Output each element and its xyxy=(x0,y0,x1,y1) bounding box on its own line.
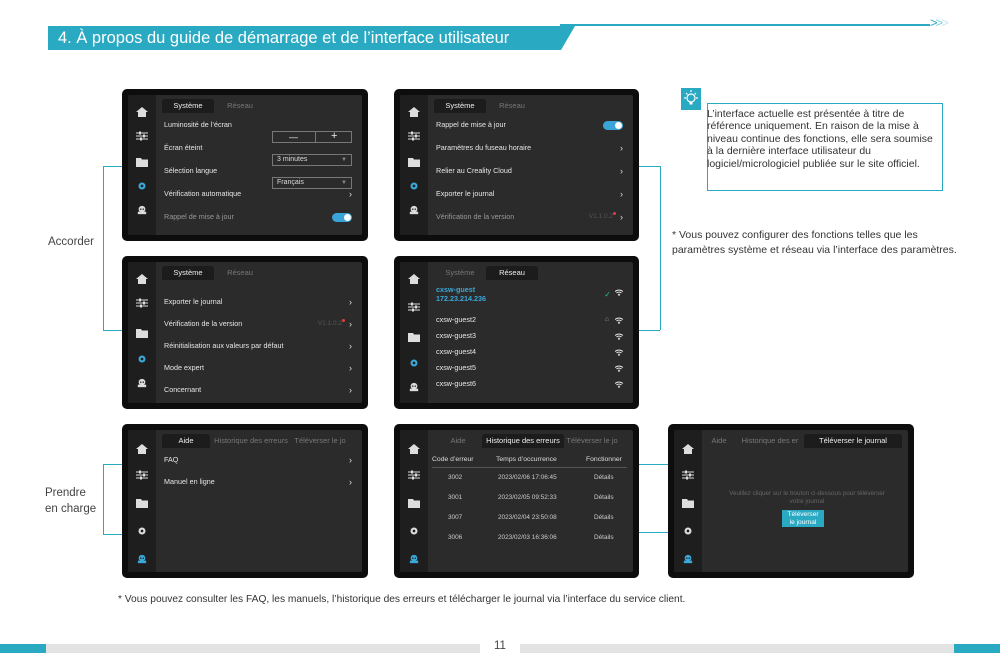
chevron-right-icon: › xyxy=(620,212,623,222)
robot-support-icon[interactable] xyxy=(408,205,420,215)
setting-expert-mode[interactable]: Mode expert › xyxy=(164,363,352,373)
folder-icon[interactable] xyxy=(136,157,148,167)
connector-line xyxy=(103,464,122,465)
footer-bar xyxy=(954,644,1000,653)
setting-timezone[interactable]: Paramètres du fuseau horaire › xyxy=(436,143,623,153)
dropdown-arrow-icon: ▼ xyxy=(341,180,347,186)
sidebar xyxy=(128,430,156,572)
chevron-right-icon: › xyxy=(620,166,623,176)
setting-update-reminder: Rappel de mise à jour xyxy=(436,119,623,131)
sliders-icon[interactable] xyxy=(682,470,694,480)
tip-text: L’interface actuelle est présentée à titre de référence uniquement. En raison de la mise à niveau continue des fonctions, elle sera soumise à la dernière interface utilisateur du logiciel/micrologiciel publiée sur le site officiel. xyxy=(707,108,933,170)
label-support-1: Prendre xyxy=(45,487,86,499)
sliders-icon[interactable] xyxy=(408,302,420,312)
screen-error-history xyxy=(394,424,639,578)
gear-icon[interactable] xyxy=(136,181,148,191)
tab-network[interactable]: Réseau xyxy=(227,101,253,110)
chevron-right-icon: › xyxy=(349,297,352,307)
sidebar xyxy=(400,430,428,572)
setting-export-log[interactable]: Exporter le journal › xyxy=(164,297,352,307)
help-faq[interactable]: FAQ › xyxy=(164,455,352,465)
setting-language: Sélection langue Français ▼ xyxy=(164,165,352,177)
error-time: 2023/02/04 23:50:08 xyxy=(498,514,557,521)
language-select[interactable]: Français ▼ xyxy=(272,177,352,189)
error-time: 2023/02/03 16:36:06 xyxy=(498,534,557,541)
error-code: 3001 xyxy=(448,494,463,501)
home-icon[interactable] xyxy=(136,444,148,454)
footer-bar xyxy=(46,644,480,653)
tab-upload-log[interactable]: Téléverser le jo xyxy=(566,436,618,445)
sidebar xyxy=(128,95,156,235)
screen-system-settings-1 xyxy=(122,89,368,241)
update-reminder-toggle[interactable] xyxy=(603,121,623,130)
lock-icon: ⌂ xyxy=(604,316,609,323)
details-link[interactable]: Détails xyxy=(594,494,614,501)
column-header: Fonctionner xyxy=(586,456,622,463)
error-code: 3006 xyxy=(448,534,463,541)
sliders-icon[interactable] xyxy=(408,131,420,141)
wifi-item[interactable]: cxsw-guest4 xyxy=(436,346,623,358)
sliders-icon[interactable] xyxy=(136,298,148,308)
help-online-manual[interactable]: Manuel en ligne › xyxy=(164,477,352,487)
wifi-icon xyxy=(615,381,623,388)
page-number: 11 xyxy=(494,640,506,652)
robot-support-icon[interactable] xyxy=(136,378,148,388)
details-link[interactable]: Détails xyxy=(594,534,614,541)
tab-network[interactable]: Réseau xyxy=(486,266,538,280)
tab-system[interactable]: Système xyxy=(162,266,214,280)
connector-line xyxy=(639,532,668,533)
robot-support-icon[interactable] xyxy=(408,382,420,392)
wifi-icon xyxy=(615,317,623,324)
tab-system[interactable]: Système xyxy=(445,268,475,277)
folder-icon[interactable] xyxy=(408,157,420,167)
screen-system-settings-3 xyxy=(122,256,368,409)
brightness-plus-button[interactable]: + xyxy=(331,130,338,142)
lightbulb-icon xyxy=(681,88,701,110)
wifi-connected-ip: 172.23.214.236 xyxy=(436,294,486,303)
wifi-item[interactable]: cxsw-guest6 xyxy=(436,378,623,390)
tab-help[interactable]: Aide xyxy=(711,436,727,445)
folder-icon[interactable] xyxy=(136,328,148,338)
screen-off-select[interactable]: 3 minutes ▼ xyxy=(272,154,352,166)
error-code: 3002 xyxy=(448,474,463,481)
setting-version-check[interactable]: Vérification de la version V1.1.0.2 › xyxy=(436,212,623,222)
update-dot xyxy=(613,212,616,215)
title-notch-decoration xyxy=(561,26,575,50)
home-icon[interactable] xyxy=(408,274,420,284)
chevron-right-icon: › xyxy=(349,319,352,329)
tab-upload-log[interactable]: Téléverser le journal xyxy=(804,434,902,448)
label-support-2: en charge xyxy=(45,503,97,515)
sliders-icon[interactable] xyxy=(408,470,420,480)
chevron-right-icon: › xyxy=(349,189,352,199)
connector-line xyxy=(103,166,122,167)
sliders-icon[interactable] xyxy=(136,470,148,480)
chevron-right-icon: › xyxy=(349,363,352,373)
tab-upload-log[interactable]: Téléverser le jo xyxy=(294,436,346,445)
folder-icon[interactable] xyxy=(136,498,148,508)
footer-bar xyxy=(0,644,46,653)
home-icon[interactable] xyxy=(408,444,420,454)
wifi-connected-name: cxsw-guest xyxy=(436,285,476,294)
footer-bar xyxy=(520,644,954,653)
chevron-right-icon: › xyxy=(620,143,623,153)
setting-screen-off: Écran éteint 3 minutes ▼ xyxy=(164,142,352,154)
tab-help[interactable]: Aide xyxy=(450,436,466,445)
sidebar xyxy=(128,262,156,403)
tab-network[interactable]: Réseau xyxy=(499,101,525,110)
connector-line xyxy=(639,464,668,465)
tab-network[interactable]: Réseau xyxy=(227,268,253,277)
brightness-minus-button[interactable]: — xyxy=(289,132,298,142)
setting-about[interactable]: Concernant › xyxy=(164,385,352,395)
setting-factory-reset[interactable]: Réinitialisation aux valeurs par défaut › xyxy=(164,341,352,351)
error-time: 2023/02/05 09:52:33 xyxy=(498,494,557,501)
tab-help[interactable]: Aide xyxy=(162,434,210,448)
home-icon[interactable] xyxy=(408,107,420,117)
update-reminder-toggle[interactable] xyxy=(332,213,352,222)
folder-icon[interactable] xyxy=(408,332,420,342)
update-dot xyxy=(342,319,345,322)
setting-auto-check[interactable]: Vérification automatique › xyxy=(164,189,352,199)
chevron-right-icon: › xyxy=(349,455,352,465)
screen-system-settings-2 xyxy=(394,89,639,241)
version-label: V1.1.0.2 xyxy=(317,320,342,327)
robot-support-icon[interactable] xyxy=(136,554,148,564)
chevron-right-icon: › xyxy=(349,385,352,395)
wifi-item[interactable]: cxsw-guest2 ⌂ xyxy=(436,314,623,326)
sidebar xyxy=(674,430,702,572)
wifi-connected-item[interactable] xyxy=(436,285,623,307)
gear-icon[interactable] xyxy=(136,526,148,536)
chevron-arrows-icon: >>> xyxy=(930,15,947,30)
label-settings: Accorder xyxy=(48,236,95,248)
error-code: 3007 xyxy=(448,514,463,521)
screen-network-settings xyxy=(394,256,639,409)
title-rule xyxy=(560,24,930,26)
column-header: Code d’erreur xyxy=(432,456,474,463)
chevron-right-icon: › xyxy=(349,341,352,351)
screen-upload-log xyxy=(668,424,914,578)
setting-update-reminder: Rappel de mise à jour xyxy=(164,211,352,223)
details-link[interactable]: Détails xyxy=(594,514,614,521)
folder-icon[interactable] xyxy=(408,498,420,508)
note-settings: * Vous pouvez configurer des fonctions telles que les paramètres système et réseau via l’interface des paramètres. xyxy=(672,229,957,256)
tab-system[interactable]: Système xyxy=(162,99,214,113)
wifi-icon xyxy=(615,365,623,372)
setting-creality-cloud[interactable]: Relier au Creality Cloud › xyxy=(436,166,623,176)
connector-line xyxy=(103,330,122,331)
column-header: Temps d’occurrence xyxy=(496,456,557,463)
home-icon[interactable] xyxy=(136,107,148,117)
error-time: 2023/02/06 17:06:45 xyxy=(498,474,557,481)
details-link[interactable]: Détails xyxy=(594,474,614,481)
gear-icon[interactable] xyxy=(408,181,420,191)
sliders-icon[interactable] xyxy=(136,131,148,141)
home-icon[interactable] xyxy=(136,274,148,284)
gear-icon[interactable] xyxy=(408,358,420,368)
folder-icon[interactable] xyxy=(682,498,694,508)
home-icon[interactable] xyxy=(682,444,694,454)
wifi-item[interactable]: cxsw-guest3 xyxy=(436,330,623,342)
tab-error-history[interactable]: Historique des erreurs xyxy=(482,434,564,448)
sidebar xyxy=(400,262,428,403)
upload-log-button[interactable]: Téléverser le journal xyxy=(782,510,824,527)
robot-support-icon[interactable] xyxy=(682,554,694,564)
robot-support-icon[interactable] xyxy=(136,205,148,215)
tab-error-history[interactable]: Historique des erreurs xyxy=(214,436,288,445)
wifi-item[interactable]: cxsw-guest5 xyxy=(436,362,623,374)
check-icon: ✓ xyxy=(604,290,611,299)
setting-version-check[interactable]: Vérification de la version V1.1.0.2 › xyxy=(164,319,352,329)
connector-line xyxy=(103,464,104,534)
section-title: 4. À propos du guide de démarrage et de l’interface utilisateur xyxy=(48,26,561,50)
robot-support-icon[interactable] xyxy=(408,554,420,564)
version-label: V1.1.0.2 xyxy=(588,213,613,220)
setting-export-log[interactable]: Exporter le journal › xyxy=(436,189,623,199)
tab-system[interactable]: Système xyxy=(434,99,486,113)
connector-line xyxy=(103,166,104,330)
wifi-icon xyxy=(615,333,623,340)
wifi-icon xyxy=(615,349,623,356)
connector-line xyxy=(639,330,660,331)
stepper-divider xyxy=(315,132,316,142)
chevron-right-icon: › xyxy=(620,189,623,199)
chevron-right-icon: › xyxy=(349,477,352,487)
connector-line xyxy=(660,166,661,330)
tab-error-history[interactable]: Historique des er xyxy=(741,436,799,445)
wifi-icon xyxy=(615,289,623,296)
sidebar xyxy=(400,95,428,235)
setting-brightness: Luminosité de l’écran — + xyxy=(164,119,352,131)
connector-line xyxy=(103,534,122,535)
screen-help xyxy=(122,424,368,578)
note-service: * Vous pouvez consulter les FAQ, les manuels, l’historique des erreurs et télécharger le journal via l’interface du service client. xyxy=(118,594,686,605)
gear-icon[interactable] xyxy=(408,526,420,536)
dropdown-arrow-icon: ▼ xyxy=(341,157,347,163)
connector-line xyxy=(639,166,660,167)
gear-icon[interactable] xyxy=(136,354,148,364)
gear-icon[interactable] xyxy=(682,526,694,536)
table-header-divider xyxy=(432,467,627,468)
upload-instruction: Veuillez cliquer sur le bouton ci-dessous pour téléverser votre journal xyxy=(729,490,885,505)
